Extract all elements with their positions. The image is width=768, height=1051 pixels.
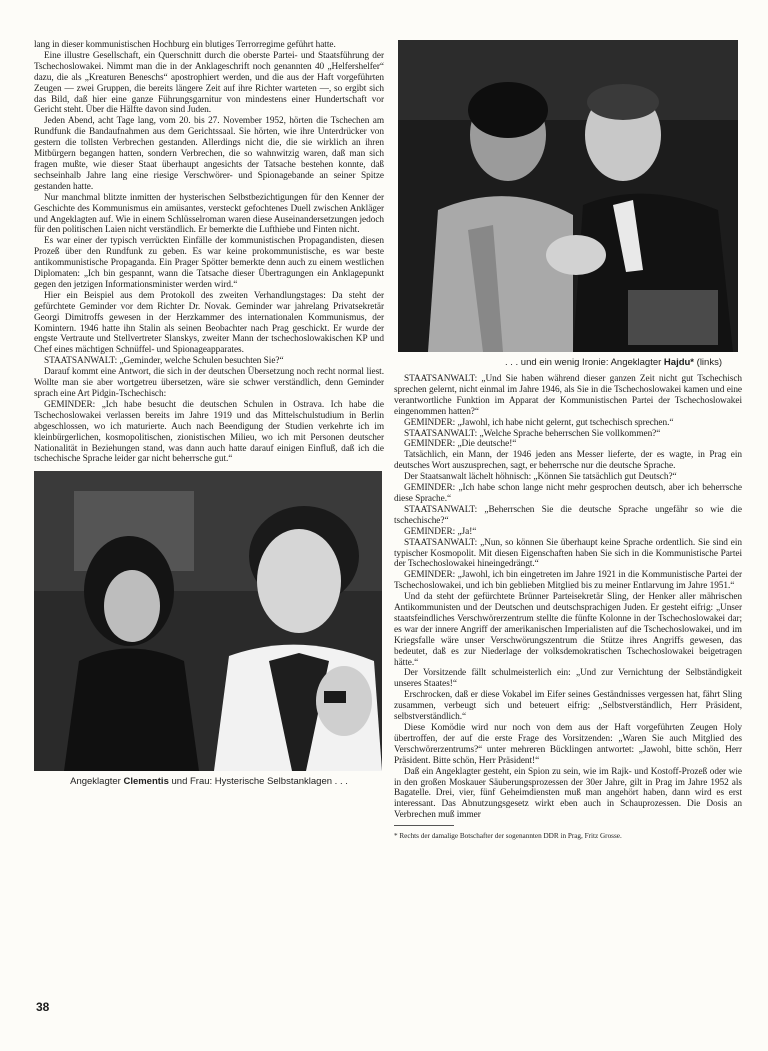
paragraph: GEMINDER: „Ich habe schon lange nicht mehr gesprochen deutsch, aber ich beherrsche diese Sprache.“ <box>394 483 742 504</box>
paragraph: Hier ein Beispiel aus dem Protokoll des zweiten Verhandlungstages: Da steht der gefürchtete Geminder vor dem Richter Dr. Novak. Geminder war jahrelang Privatsekretär Georgi Dimitroffs gewesen in der Herzkammer des internationalen Kommunismus, der Komintern. 1946 hatte ihn Stalin als seinen Beobachter nach Prag geschickt. Er wurde der engste Vertraute und Stellvertreter Slanskys, zweiter Mann der tschechoslowakischen KP und Chef eines mächtigen Schnüffel- und Spionageapparates. <box>34 290 384 356</box>
caption-clementis <box>34 776 384 787</box>
paragraph: Jeden Abend, acht Tage lang, vom 20. bis 27. November 1952, hörten die Tschechen am Rundfunk die Bandaufnahmen aus dem Gerichtssaal. Sie hörten, wie ihre Unterdrücker von gestern die tollsten Verbrechen gestanden. Allerdings nicht die, die sie wirklich an ihren Mitbürgern begangen hatten, sondern Verbrechen, die so wahnwitzig waren, daß man sich fragen mußte, wie dieser Staat überhaupt angesichts der Tatsache bestehen konnte, daß sechseinhalb Jahre lang eine riesige Verschwörer- und Spionagebande an seiner Spitze gestanden hatte. <box>34 116 384 192</box>
paragraph: Der Vorsitzende fällt schulmeisterlich ein: „Und zur Vernichtung der Selbständigkeit unseres Staates!“ <box>394 668 742 690</box>
right-column <box>394 40 742 841</box>
caption-name: Clementis <box>123 776 169 788</box>
paragraph: Diese Komödie wird nur noch von dem aus der Haft vorgeführten Zeugen Holy übertroffen, der auf die erste Frage des Vorsitzenden: „Waren Sie auch Mitglied des Verschwörerzentrums?“ unter mehreren Bücklingen antwortet: „Jawohl, bitte schön, Herr Präsident. Bitte schön, Herr Präsident!“ <box>394 723 742 766</box>
paragraph: Der Staatsanwalt lächelt höhnisch: „Können Sie tatsächlich gut Deutsch?“ <box>404 472 677 483</box>
paragraph: GEMINDER: „Ja!“ <box>404 526 477 537</box>
paragraph: Daß ein Angeklagter gesteht, ein Spion zu sein, wie im Rajk- und Kostoff-Prozeß oder wie in den großen Moskauer Säuberungsprozessen der 30er Jahre, gilt in Prag im Jahre 1952 als Bagatelle. Drei, vier, fünf Geheimdiensten muß man angehört haben, dann wird es erst interessant. Das Abnutzungsgesetz wirkt eben auch in Schauprozessen. Die Dosis an Verbrechen muß immer <box>394 766 742 821</box>
footnote: * Rechts der damalige Botschafter der sogenannten DDR in Prag, Fritz Grosse. <box>394 832 622 841</box>
paragraph: Und da steht der gefürchtete Brünner Parteisekretär Sling, der Henker aller mährischen Antikommunisten und der Deutschen und deutschsprachigen Juden. Er gesteht eifrig: „Unser staatsfeindliches Verschwörerzentrum stellte die fünfte Kolonne in der Tschechoslowakei dar; es war der innere Angriff der amerikanischen Imperialisten auf die Tschechoslowakei, und im Kriegsfalle wäre unser Verschwörungszentrum die Stütze ihres Angriffs gewesen, das bedeutet, daß es zur Niederlage der volksdemokratischen Tschechoslowakei beigetragen hätte.“ <box>394 592 742 668</box>
caption-name: Hajdu* <box>663 357 695 368</box>
paragraph: GEMINDER: „Ich habe besucht die deutschen Schulen in Ostrava. Ich habe die Tschechoslowakei verlassen bereits im Jahre 1919 und das Mittelschulstudium in Berlin abgeschlossen, wo ich maturierte. Auch nach Beendigung der Studien verkehrte ich im kleinbürgerlichen, kosmopolitischen, zionistischen Milieu, wo ich mit Personen deutscher Nationalität in Beziehungen stand, was dann auch hatte darauf einigen Einfluß, daß ich die tschechische Sprache leider gar nicht beherrsche gut.“ <box>34 399 384 465</box>
photo-clementis <box>34 471 382 771</box>
page-number: 38 <box>36 1000 50 1014</box>
paragraph: STAATSANWALT: „Und Sie haben während dieser ganzen Zeit nicht gut Tschechisch sprechen gelernt, nicht einmal im Jahre 1946, als Sie in die Tschechoslowakei kamen und eine verantwortliche Funktion im Apparat der Kommunistischen Partei der Tschechoslowakei eingenommen hatten?“ <box>394 374 742 417</box>
paragraph: Eine illustre Gesellschaft, ein Querschnitt durch die oberste Partei- und Staatsführung der Tschechoslowakei. Nimmt man die in der Anklageschrift noch genannten 40 „Helfershelfer“ dazu, die als „Kreaturen Beneschs“ apostrophiert werden, und die aus der Haft vorgeführten Zeugen — zwei Gruppen, die bereits längere Zeit auf ihre Richter warteten —, so ergibt sich das Bild, daß hier eine ganze Führungsgarnitur von mindestens einer Hundertschaft vor Gericht steht. Über die Hälfte davon sind Juden. <box>34 50 384 116</box>
photo-clementis-graphic <box>34 471 382 771</box>
paragraph: STAATSANWALT: „Nun, so können Sie überhaupt keine Sprache ordentlich. Sie sind ein typischer Kosmopolit. Mit diesen Eigenschaften haben Sie sich in die Kommunistische Partei der Tschechoslowakei hineingedrängt.“ <box>394 537 742 570</box>
paragraph: Tatsächlich, ein Mann, der 1946 jeden ans Messer lieferte, der es wagte, in Prag ein deutsches Wort auszusprechen, sagt, er beherrsche nur die deutsche Sprache. <box>394 450 742 472</box>
paragraph: Darauf kommt eine Antwort, die sich in der deutschen Übersetzung noch recht normal liest. Wollte man sie aber wortgetreu übersetzen, wäre sie schwer verständlich, denn Geminder sprach eine Art Pidgin-Tschechisch: <box>34 367 384 399</box>
left-text <box>34 40 384 465</box>
caption-prefix: Angeklagter <box>70 776 124 788</box>
paragraph: STAATSANWALT: „Beherrschen Sie die deutsche Sprache ungefähr so wie die tschechische?“ <box>394 504 742 526</box>
left-column <box>34 40 384 793</box>
photo-hajdu <box>398 40 738 352</box>
caption-hajdu <box>394 357 742 368</box>
paragraph: Nur manchmal blitzte inmitten der hysterischen Selbstbezichtigungen für den Kenner der Geschichte des Kommunismus ein amüsantes, versteckt gefochtenes Duell zwischen Ankläger und Angeklagten auf. Wie in einem Schlüsselroman waren diese Auseinandersetzungen jedoch für den politischen Laien nicht verständlich. Er bemerkte die Lufthiebe und Finten nicht. <box>34 192 384 236</box>
paragraph: GEMINDER: „Jawohl, ich habe nicht gelernt, gut tschechisch sprechen.“ <box>404 417 674 428</box>
paragraph: GEMINDER: „Die deutsche!“ <box>404 439 517 450</box>
caption-suffix: (links) <box>694 357 722 368</box>
photo-hajdu-graphic <box>398 40 738 352</box>
paragraph: GEMINDER: „Jawohl, ich bin eingetreten im Jahre 1921 in die Kommunistische Partei der Tschechoslowakei, und ich bin geblieben Mitglied bis zu meiner Entlarvung im Jahre 1951.“ <box>394 570 742 592</box>
paragraph: STAATSANWALT: „Geminder, welche Schulen besuchten Sie?“ <box>44 356 284 367</box>
paragraph: Erschrocken, daß er diese Vokabel im Eifer seines Geständnisses vergessen hat, fährt Sling zusammen, verbeugt sich und beteuert eifrig: „Selbstverständlich, Herr Präsident, selbstverständlich.“ <box>394 690 742 723</box>
caption-suffix: und Frau: Hysterische Selbstanklagen . . . <box>168 776 348 788</box>
footnote-divider <box>394 825 454 826</box>
paragraph: STAATSANWALT: „Welche Sprache beherrschen Sie vollkommen?“ <box>404 428 661 439</box>
paragraph: Es war einer der typisch verrückten Einfälle der kommunistischen Propagandisten, diesen Prozeß über den Rundfunk zu geben. Es war keine prokommunistische, es war beste antikommunistische Propaganda. Ein Prager Spötter bemerkte denn auch zu einem westlichen Diplomaten: „Ich bin gespannt, wann die Tatsache dieser Übertragungen ein Anklagepunkt gegen den jetzigen Informationsminister werden wird.“ <box>34 236 384 290</box>
right-text <box>394 374 742 821</box>
caption-prefix: . . . und ein wenig Ironie: Angeklagter <box>504 357 664 368</box>
paragraph: lang in dieser kommunistischen Hochburg ein blutiges Terrorregime geführt hatte. <box>34 40 336 50</box>
